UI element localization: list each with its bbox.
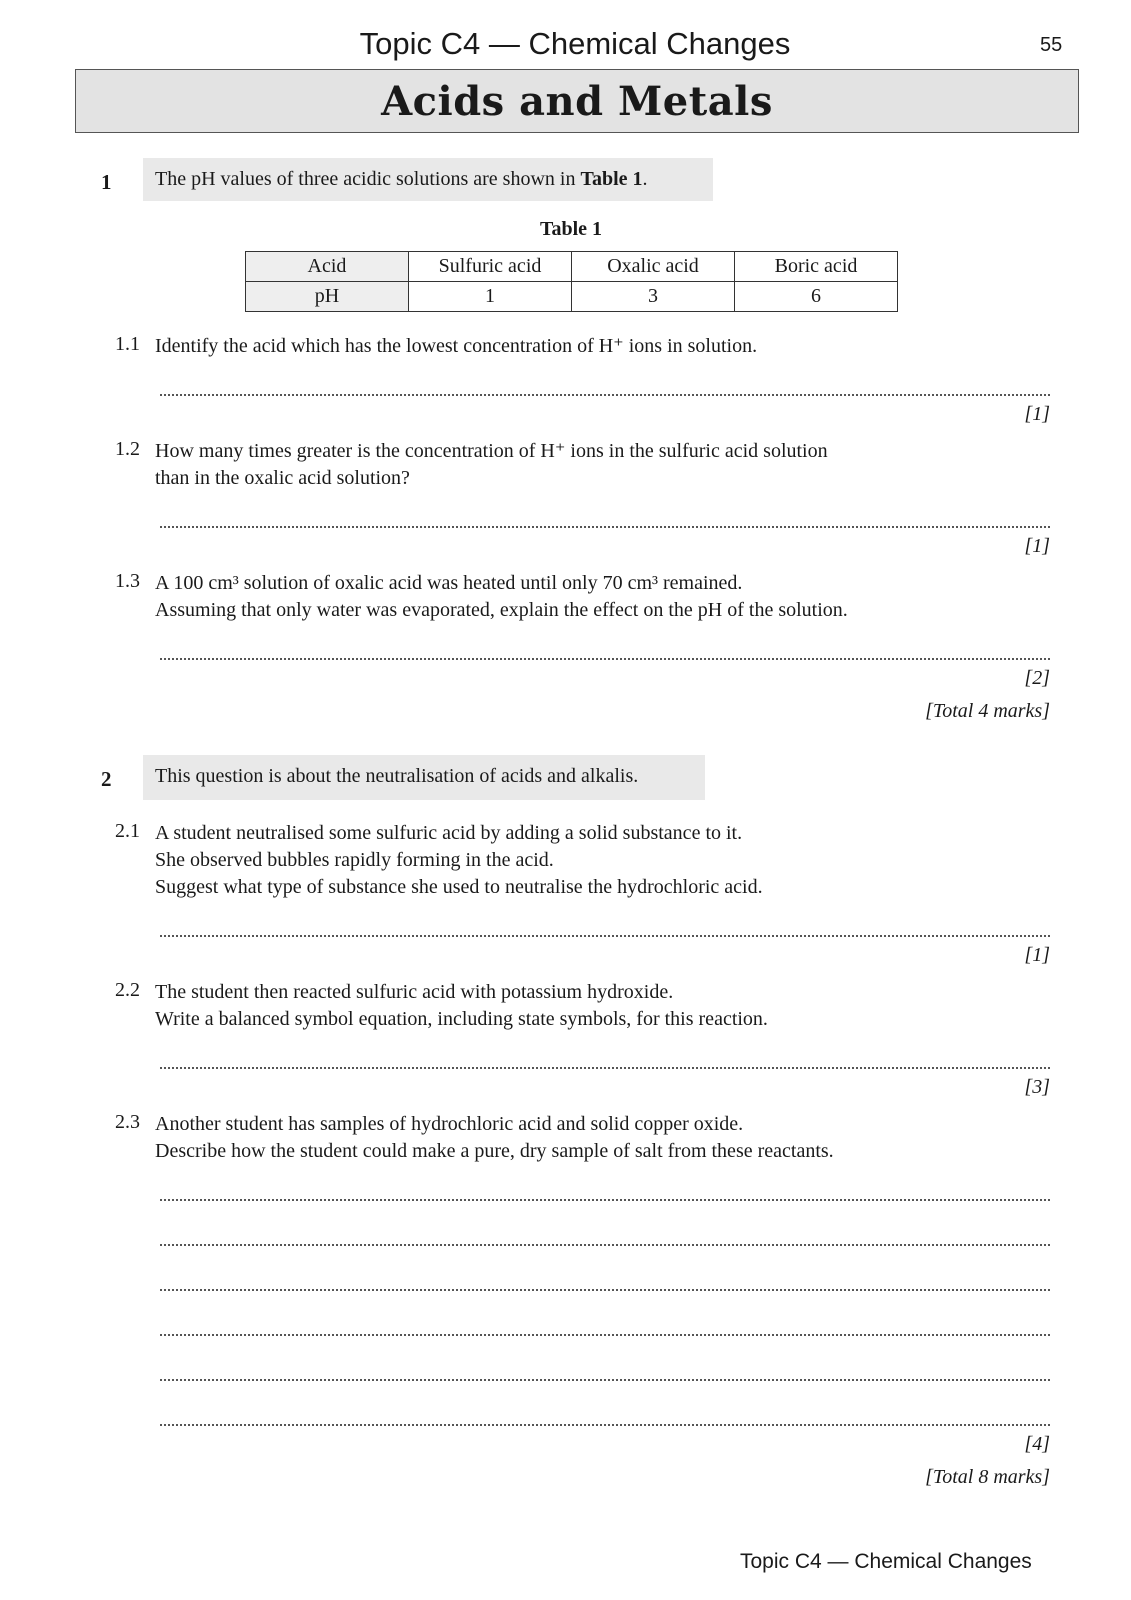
question-1-intro-text: The pH values of three acidic solutions are shown in: [155, 168, 581, 190]
total-marks: [Total 4 marks]: [925, 700, 1050, 722]
answer-line[interactable]: [160, 1379, 1050, 1381]
answer-line[interactable]: [160, 394, 1050, 396]
title-banner: [75, 69, 1079, 133]
topic-header: Topic C4 — Chemical Changes: [359, 26, 791, 61]
page-number: 55: [1040, 34, 1063, 56]
part-text: Assuming that only water was evaporated, explain the effect on the pH of the solution.: [155, 599, 848, 621]
answer-line[interactable]: [160, 935, 1050, 937]
mark-allocation: [2]: [1024, 667, 1050, 689]
part-number: 1.1: [115, 333, 140, 355]
question-1-intro-bold: Table 1: [580, 168, 643, 190]
table-cell: Acid: [246, 252, 409, 282]
part-text: How many times greater is the concentration of H⁺ ions in the sulfuric acid solution: [155, 440, 828, 462]
table-cell: Sulfuric acid: [409, 252, 572, 282]
table-cell: 1: [409, 282, 572, 312]
mark-allocation: [1]: [1024, 944, 1050, 966]
part-text: Another student has samples of hydrochloric acid and solid copper oxide.: [155, 1113, 744, 1135]
part-number: 1.3: [115, 570, 140, 592]
answer-line[interactable]: [160, 1067, 1050, 1069]
question-1-intro: [143, 158, 713, 201]
total-marks: [Total 8 marks]: [925, 1466, 1050, 1488]
mark-allocation: [3]: [1024, 1076, 1050, 1098]
table-cell: 3: [572, 282, 735, 312]
part-text: A student neutralised some sulfuric acid by adding a solid substance to it.: [155, 822, 743, 844]
question-2-intro: This question is about the neutralisation of acids and alkalis.: [143, 755, 705, 800]
part-text: Describe how the student could make a pure, dry sample of salt from these reactants.: [155, 1140, 834, 1162]
footer-topic: Topic C4 — Chemical Changes: [740, 1550, 1032, 1573]
table-cell: Boric acid: [735, 252, 898, 282]
mark-allocation: [1]: [1024, 403, 1050, 425]
part-text: Identify the acid which has the lowest concentration of H⁺ ions in solution.: [155, 335, 758, 357]
answer-line[interactable]: [160, 1199, 1050, 1201]
question-1-intro-end: .: [642, 168, 648, 190]
question-1-number: 1: [101, 170, 112, 194]
table-row-acid: [246, 252, 898, 282]
question-2-number: 2: [101, 767, 112, 791]
ph-table: [245, 251, 898, 312]
table-cell: Oxalic acid: [572, 252, 735, 282]
answer-line[interactable]: [160, 1289, 1050, 1291]
part-text: The student then reacted sulfuric acid with potassium hydroxide.: [155, 981, 674, 1003]
table-cell: 6: [735, 282, 898, 312]
part-number: 2.2: [115, 979, 140, 1001]
table-cell: pH: [246, 282, 409, 312]
part-number: 2.3: [115, 1111, 140, 1133]
part-text: Write a balanced symbol equation, including state symbols, for this reaction.: [155, 1008, 768, 1030]
table-row-ph: [246, 282, 898, 312]
table-caption: Table 1: [540, 218, 603, 240]
part-text: She observed bubbles rapidly forming in the acid.: [155, 849, 554, 871]
page-title: Acids and Metals: [381, 77, 773, 125]
answer-line[interactable]: [160, 1334, 1050, 1336]
part-number: 1.2: [115, 438, 140, 460]
part-text: A 100 cm³ solution of oxalic acid was heated until only 70 cm³ remained.: [155, 572, 743, 594]
answer-line[interactable]: [160, 1244, 1050, 1246]
mark-allocation: [4]: [1024, 1433, 1050, 1455]
answer-line[interactable]: [160, 526, 1050, 528]
part-text: Suggest what type of substance she used to neutralise the hydrochloric acid.: [155, 876, 763, 898]
part-text: than in the oxalic acid solution?: [155, 467, 410, 489]
part-number: 2.1: [115, 820, 140, 842]
answer-line[interactable]: [160, 1424, 1050, 1426]
answer-line[interactable]: [160, 658, 1050, 660]
mark-allocation: [1]: [1024, 535, 1050, 557]
